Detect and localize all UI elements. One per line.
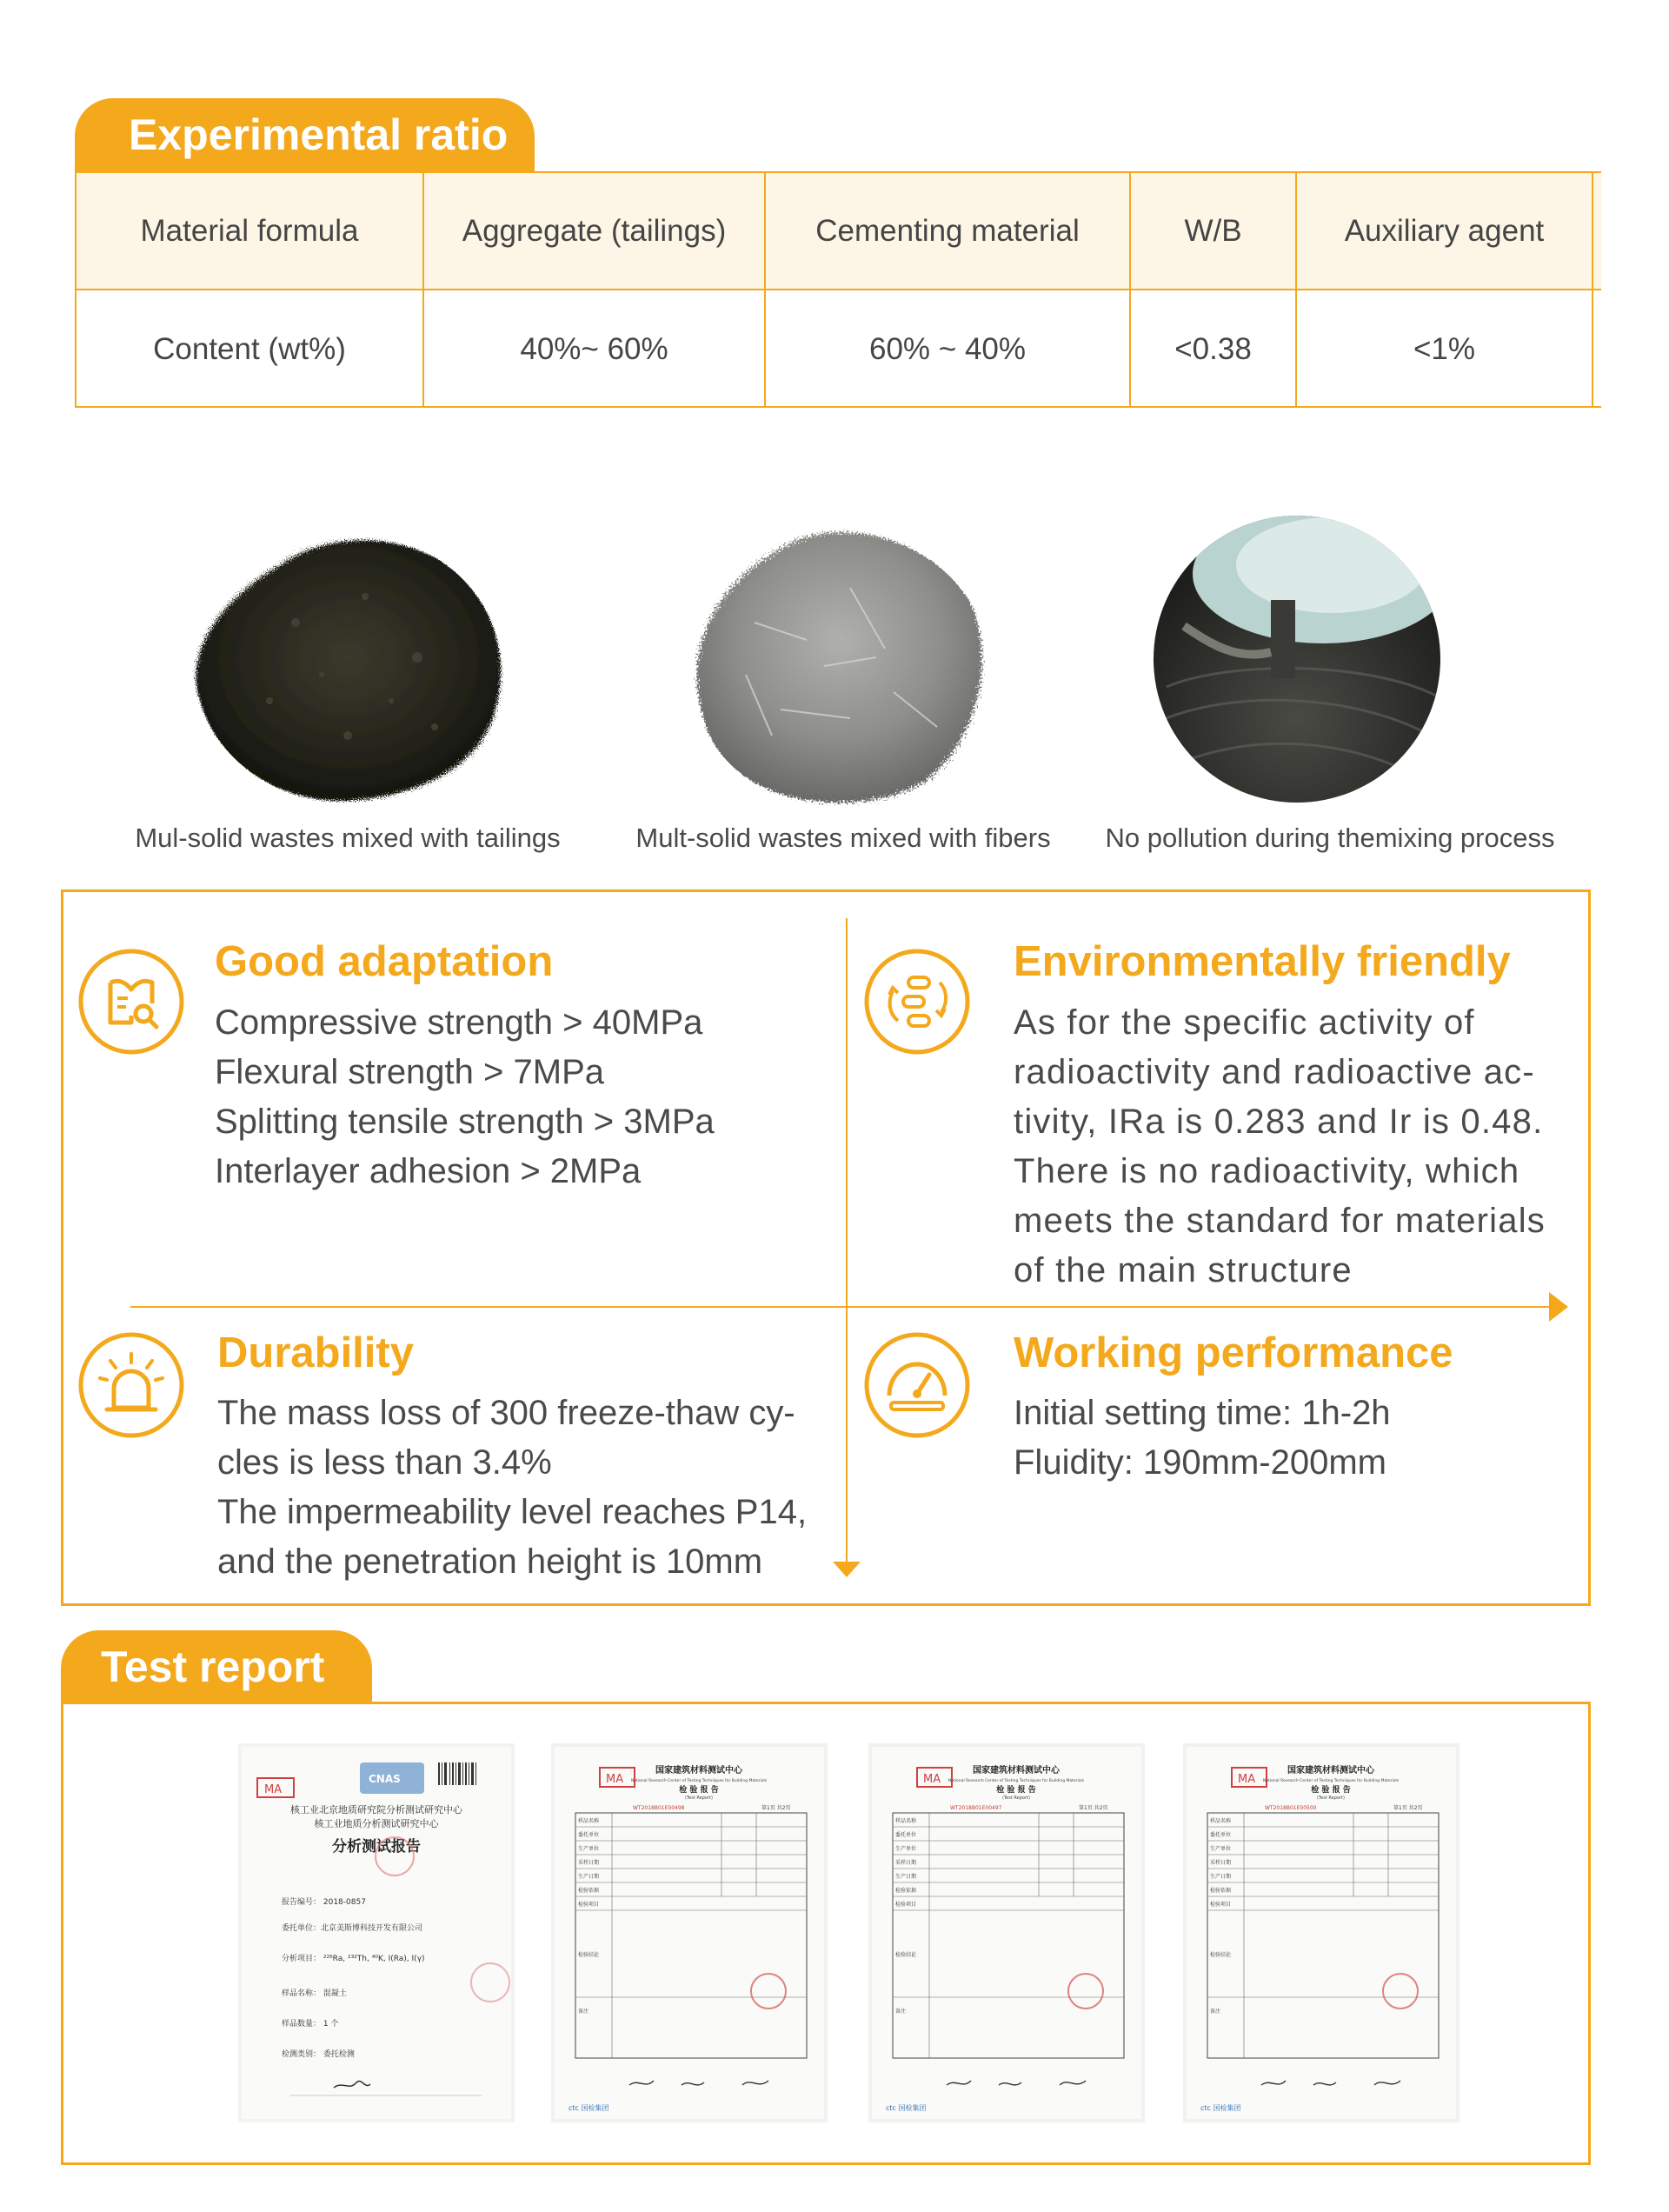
doc-report: 检 验 报 告 bbox=[679, 1786, 719, 1795]
doc-report: 检 验 报 告 bbox=[996, 1786, 1036, 1795]
environment-line: tivity, IRa is 0.283 and Ir is 0.48. bbox=[1014, 1103, 1544, 1141]
doc-title: 分析测试报告 bbox=[332, 1838, 421, 1856]
doc-table-label: 委托单位 bbox=[578, 1832, 600, 1838]
durability-line: The impermeability level reaches P14, bbox=[217, 1493, 808, 1531]
doc-table-label: 生产单位 bbox=[895, 1846, 917, 1852]
doc-center: 国家建筑材料测试中心 bbox=[973, 1766, 1060, 1776]
recycle-cycle-icon bbox=[863, 948, 971, 1056]
doc-table-label: 备注 bbox=[895, 2009, 907, 2015]
mixing-process-photo bbox=[1149, 513, 1445, 805]
doc-ctc-logo: ctc 国检集团 bbox=[886, 2104, 927, 2112]
ratio-value-cell: <0.38 bbox=[1131, 290, 1297, 408]
environment-line: radioactivity and radioactive ac- bbox=[1014, 1053, 1535, 1091]
durability-line: The mass loss of 300 freeze-thaw cy- bbox=[217, 1394, 795, 1432]
doc-table-label: 检验依据 bbox=[1210, 1888, 1232, 1894]
doc-page: 第1页 共2页 bbox=[1393, 1805, 1423, 1811]
analysis-report-document bbox=[238, 1743, 515, 2122]
inspection-report-document bbox=[1183, 1743, 1460, 2122]
doc-table-label: 检验依据 bbox=[578, 1888, 600, 1894]
arrow-right-icon bbox=[1549, 1292, 1568, 1322]
inspection-report-document bbox=[551, 1743, 828, 2122]
doc-field: 样品数量： 1 个 bbox=[282, 2020, 339, 2029]
doc-table-label: 生产日期 bbox=[1210, 1874, 1232, 1880]
fiber-mix-photo bbox=[676, 518, 991, 810]
ratio-value-cell: 40%~ 60% bbox=[424, 290, 766, 408]
doc-field: 报告编号： 2018-0857 bbox=[282, 1898, 366, 1907]
ratio-header-cell: Material formula bbox=[76, 173, 424, 289]
features-divider-vertical bbox=[846, 918, 848, 1562]
doc-table-label: 检验依据 bbox=[895, 1888, 917, 1894]
durability-line: and the penetration height is 10mm bbox=[217, 1542, 763, 1581]
doc-ctc-logo: ctc 国检集团 bbox=[1200, 2104, 1241, 2112]
doc-report-en: (Test Report) bbox=[1317, 1796, 1345, 1801]
doc-center: 国家建筑材料测试中心 bbox=[1287, 1766, 1374, 1776]
ratio-header-row bbox=[76, 173, 1601, 290]
doc-table-label: 委托单位 bbox=[1210, 1832, 1232, 1838]
ratio-header-cell: Aggregate (tailings) bbox=[424, 173, 766, 289]
adaptation-line: Compressive strength > 40MPa bbox=[215, 1003, 703, 1042]
environment-line: of the main structure bbox=[1014, 1251, 1353, 1289]
inspection-report-document bbox=[868, 1743, 1145, 2122]
doc-stamp: MA bbox=[1238, 1773, 1256, 1786]
doc-table-label: 检验结论 bbox=[578, 1952, 600, 1958]
ratio-value-cell: 60% ~ 40% bbox=[766, 290, 1131, 408]
doc-table-label: 生产日期 bbox=[578, 1874, 600, 1880]
doc-stamp: MA bbox=[923, 1773, 941, 1786]
ratio-header-cell: Cementing material bbox=[766, 173, 1131, 289]
doc-center-en: National Research Center of Testing Techniques for Building Materials bbox=[948, 1779, 1085, 1783]
doc-table-label: 备注 bbox=[1210, 2009, 1221, 2015]
doc-table-label: 样品名称 bbox=[1210, 1818, 1232, 1824]
doc-field: 检测类别： 委托检测 bbox=[282, 2050, 355, 2059]
tailings-mix-photo bbox=[174, 518, 517, 810]
doc-table-label: 生产单位 bbox=[578, 1846, 600, 1852]
doc-table-label: 生产日期 bbox=[895, 1874, 917, 1880]
doc-report-id: WT2018B01E00500 bbox=[1265, 1805, 1317, 1811]
doc-table-label: 生产单位 bbox=[1210, 1846, 1232, 1852]
ratio-value-cell: <1% bbox=[1297, 290, 1593, 408]
doc-org-line: 核工业地质分析测试研究中心 bbox=[314, 1818, 439, 1829]
adaptation-title: Good adaptation bbox=[215, 938, 554, 985]
doc-table-label: 检验结论 bbox=[895, 1952, 917, 1958]
doc-report-en: (Test Report) bbox=[685, 1796, 713, 1801]
doc-field: 委托单位：北京美斯博科技开发有限公司 bbox=[282, 1924, 423, 1933]
environment-line: There is no radioactivity, which bbox=[1014, 1152, 1520, 1190]
environment-title: Environmentally friendly bbox=[1014, 938, 1511, 985]
test-report-tab: Test report bbox=[61, 1630, 372, 1703]
sample-caption: Mult-solid wastes mixed with fibers bbox=[635, 823, 1051, 853]
working-line: Initial setting time: 1h-2h bbox=[1014, 1394, 1391, 1432]
doc-field: 样品名称： 混凝土 bbox=[282, 1989, 347, 1998]
ratio-value-cell bbox=[1593, 290, 1601, 408]
doc-report: 检 验 报 告 bbox=[1311, 1786, 1351, 1795]
doc-report-id: WT2018B01E00498 bbox=[633, 1805, 685, 1811]
durability-line: cles is less than 3.4% bbox=[217, 1443, 552, 1482]
ratio-header-cell: Auxiliary agent bbox=[1297, 173, 1593, 289]
speedometer-icon bbox=[863, 1331, 971, 1439]
doc-ctc-logo: ctc 国检集团 bbox=[569, 2104, 609, 2112]
environment-body bbox=[1014, 998, 1546, 1296]
doc-center-en: National Research Center of Testing Techniques for Building Materials bbox=[1262, 1779, 1400, 1783]
environment-line: As for the specific activity of bbox=[1014, 1003, 1475, 1042]
doc-center: 国家建筑材料测试中心 bbox=[655, 1766, 742, 1776]
doc-stamp: MA bbox=[264, 1783, 283, 1796]
ratio-header-cell bbox=[1593, 173, 1601, 289]
environment-line: meets the standard for materials bbox=[1014, 1202, 1546, 1240]
doc-report-id: WT2018B01E00497 bbox=[950, 1805, 1002, 1811]
features-divider-horizontal bbox=[130, 1306, 1554, 1308]
ratio-value-row bbox=[76, 290, 1601, 408]
working-body bbox=[1014, 1389, 1391, 1488]
sample-caption: Mul-solid wastes mixed with tailings bbox=[135, 823, 561, 853]
doc-report-en: (Test Report) bbox=[1002, 1796, 1030, 1801]
doc-page: 第1页 共2页 bbox=[1079, 1805, 1108, 1811]
doc-field: 分析项目： ²²⁶Ra, ²³²Th, ⁴⁰K, I(Ra), I(γ) bbox=[282, 1955, 425, 1963]
doc-table-label: 检验项目 bbox=[895, 1902, 917, 1908]
doc-center-en: National Research Center of Testing Techniques for Building Materials bbox=[630, 1779, 768, 1783]
arrow-down-icon bbox=[833, 1562, 861, 1577]
ratio-value-cell: Content (wt%) bbox=[76, 290, 424, 408]
durability-title: Durability bbox=[217, 1329, 414, 1376]
doc-cnas: CNAS bbox=[369, 1773, 401, 1785]
doc-org-line: 核工业北京地质研究院分析测试研究中心 bbox=[290, 1804, 462, 1816]
adaptation-body bbox=[215, 998, 715, 1196]
durability-body bbox=[217, 1389, 807, 1587]
working-line: Fluidity: 190mm-200mm bbox=[1014, 1443, 1387, 1482]
doc-table-label: 采样日期 bbox=[578, 1860, 600, 1866]
adaptation-line: Interlayer adhesion > 2MPa bbox=[215, 1152, 642, 1190]
doc-table-label: 检验项目 bbox=[578, 1902, 600, 1908]
adaptation-line: Flexural strength > 7MPa bbox=[215, 1053, 604, 1091]
doc-table-label: 备注 bbox=[578, 2009, 589, 2015]
sample-caption: No pollution during themixing process bbox=[1105, 823, 1555, 853]
working-title: Working performance bbox=[1014, 1329, 1453, 1376]
experimental-ratio-tab: Experimental ratio bbox=[75, 98, 535, 171]
doc-page: 第1页 共2页 bbox=[761, 1805, 791, 1811]
doc-table-label: 样品名称 bbox=[895, 1818, 917, 1824]
book-search-icon bbox=[77, 948, 185, 1056]
ratio-header-cell: W/B bbox=[1131, 173, 1297, 289]
adaptation-line: Splitting tensile strength > 3MPa bbox=[215, 1103, 715, 1141]
doc-table-label: 检验结论 bbox=[1210, 1952, 1232, 1958]
doc-table-label: 采样日期 bbox=[895, 1860, 917, 1866]
ratio-table bbox=[75, 171, 1601, 408]
doc-stamp: MA bbox=[606, 1773, 624, 1786]
doc-table-label: 检验项目 bbox=[1210, 1902, 1232, 1908]
alarm-light-icon bbox=[77, 1331, 185, 1439]
doc-table-label: 采样日期 bbox=[1210, 1860, 1232, 1866]
doc-table-label: 样品名称 bbox=[578, 1818, 600, 1824]
doc-table-label: 委托单位 bbox=[895, 1832, 917, 1838]
